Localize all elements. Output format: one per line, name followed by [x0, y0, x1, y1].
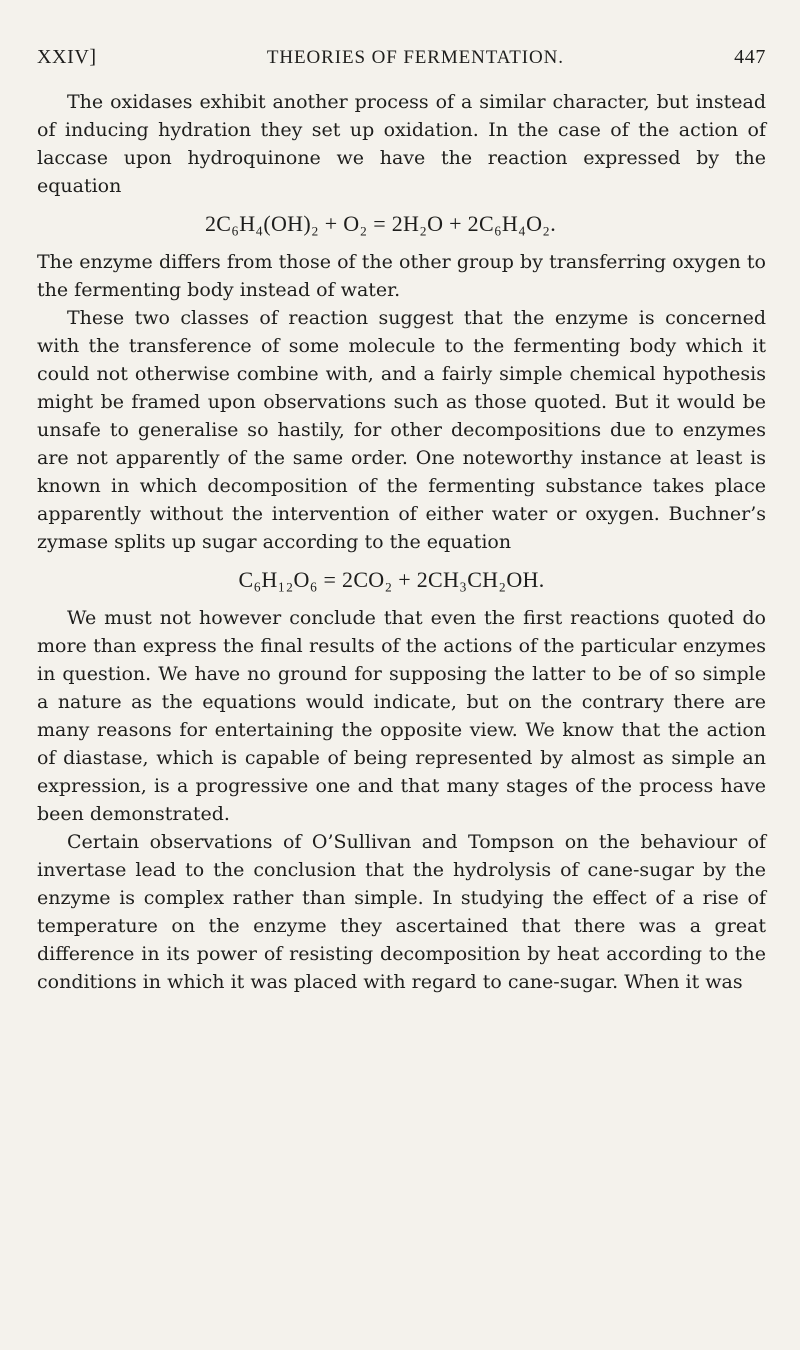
paragraph-two-classes: These two classes of reaction suggest that the enzyme is concerned with the transference of some molecule to the fermenting body which it could not otherwise combine with, and a fairly simple chemical hypothesis might be framed upon observations such as those quoted. But it would be unsafe to generalise so hastily, for other decompositions due to enzymes are not apparently of the same order. One noteworthy instance at least is known in which decomposition of the fermenting substance takes place apparently without the intervention of either water or oxygen. Buchner’s zymase splits up sugar according to the equation — [37, 307, 766, 553]
paragraph-not-conclude: We must not however conclude that even the first reactions quoted do more than express the final results of the actions of the particular enzymes in question. We have no ground for supposing the latter to be of so simple a nature as the equations would indicate, but on the contrary there are many reasons for entertaining the opposite view. We know that the action of diastase, which is capable of being represented by almost as simple an expression, is a progressive one and that many stages of the process have been demonstrated. — [37, 607, 766, 825]
body-text — [37, 88, 766, 996]
chapter-number: XXIV] — [37, 46, 97, 68]
running-title: THEORIES OF FERMENTATION. — [266, 47, 564, 68]
paragraph-osullivan-tompson: Certain observations of O’Sullivan and Tompson on the behaviour of invertase lead to the conclusion that the hydrolysis of cane-sugar by the enzyme is complex rather than simple. In studying the effect of a rise of temperature on the enzyme they ascertained that there was a great difference in its power of resisting decomposition by heat according to the conditions in which it was placed with regard to cane-sugar. When it was — [37, 831, 766, 993]
paragraph-enzyme-differs: The enzyme differs from those of the other group by transferring oxygen to the fermenting body instead of water. — [37, 251, 766, 301]
equation-text: 2C₆H₄(OH)₂ + O₂ = 2H₂O + 2C₆H₄O₂. — [204, 211, 557, 236]
equation-zymase — [37, 565, 766, 595]
paragraph-oxidases: The oxidases exhibit another process of a similar character, but instead of inducing hydration they set up oxidation. In the case of the action of laccase upon hydroquinone we have the reaction expressed by the equation — [37, 91, 766, 197]
equation-text: C₆H₁₂O₆ = 2CO₂ + 2CH₃CH₂OH. — [238, 567, 545, 592]
page-number: 447 — [734, 46, 766, 68]
equation-laccase-hydroquinone — [37, 209, 766, 239]
running-head — [37, 44, 766, 70]
